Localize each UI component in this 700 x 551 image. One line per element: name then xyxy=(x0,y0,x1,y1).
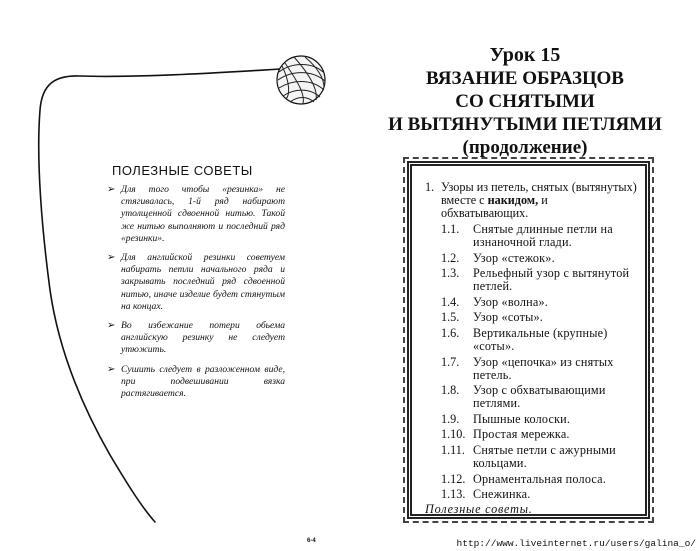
toc-item-text: Узор «соты». xyxy=(473,310,544,325)
toc-item xyxy=(425,488,637,501)
toc-item xyxy=(425,252,637,265)
tip-text: Во избежание потери обьема английскую резинку не следует утюжить. xyxy=(121,320,285,356)
toc-item xyxy=(425,296,637,309)
toc-item-number: 1.8. xyxy=(441,383,460,398)
toc-item-text: Узор «волна». xyxy=(473,294,548,309)
toc-main-entry xyxy=(425,181,637,221)
toc-item-text: Рельефный узор с вытянутой петлей. xyxy=(473,266,630,294)
tip-item xyxy=(107,320,285,357)
lesson-title-line: ВЯЗАНИЕ ОБРАЗЦОВ xyxy=(426,68,624,89)
toc-item-text: Узор «цепочка» из снятых петель. xyxy=(473,354,614,382)
tip-text: Сушить следует в разложенном виде, при подвешивании вязка растягивается. xyxy=(121,363,285,400)
toc-item-number: 1.13. xyxy=(441,487,466,502)
right-page xyxy=(350,0,700,551)
watermark-url: http://www.liveinternet.ru/users/galina_o/ xyxy=(456,538,696,549)
toc-item-number: 1.10. xyxy=(441,427,466,442)
lesson-subtitle: (продолжение) xyxy=(462,137,588,158)
toc-item xyxy=(425,267,637,293)
toc-item-number: 1.12. xyxy=(441,471,466,486)
toc-item-number: 1.1. xyxy=(441,221,460,236)
tips-title: ПОЛЕЗНЫЕ СОВЕТЫ xyxy=(112,163,253,178)
arrowhead-bullet-icon: ➢ xyxy=(107,184,116,195)
toc-item-number: 1.6. xyxy=(441,325,460,340)
toc-item-number: 1.11. xyxy=(441,442,465,457)
tip-text: Для того чтобы «резинка» не стягивалась, 1-й ряд набирают утолщенной сдвоенной нитью. Такой же нитью выполняют и последний ряд «резинки». xyxy=(121,184,285,244)
table-of-contents xyxy=(425,181,637,517)
toc-item xyxy=(425,473,637,486)
toc-item xyxy=(425,413,637,426)
toc-item-text: Простая мережка. xyxy=(473,427,570,442)
arrowhead-bullet-icon: ➢ xyxy=(107,320,116,332)
toc-item-text: Узор «стежок». xyxy=(473,250,555,265)
toc-footer: Полезные советы. xyxy=(425,502,533,517)
toc-main-text-after: и обхватывающих. xyxy=(441,193,548,221)
toc-item xyxy=(425,223,637,249)
toc-item-text: Снежинка. xyxy=(473,487,531,502)
toc-item xyxy=(425,428,637,441)
page-number: 6-4 xyxy=(307,538,316,544)
toc-item xyxy=(425,311,637,324)
toc-item-number: 1.3. xyxy=(441,266,460,281)
toc-item-number: 1.9. xyxy=(441,411,460,426)
toc-item-number: 1.2. xyxy=(441,250,460,265)
lesson-number: Урок 15 xyxy=(489,44,561,66)
arrowhead-bullet-icon: ➢ xyxy=(107,363,116,375)
arrowhead-bullet-icon: ➢ xyxy=(107,252,116,264)
toc-item-text: Узор с обхватывающими петлями. xyxy=(473,383,606,411)
toc-item-text: Вертикальные (крупные) «соты». xyxy=(473,325,608,354)
yarn-ball-icon xyxy=(277,56,325,104)
lesson-title-line: И ВЫТЯНУТЫМИ ПЕТЛЯМИ xyxy=(388,114,662,135)
tip-text: Для английской резинки советуем набирать петли начального ряда и закрывать последний ряд сдвоенной нитью, иначе изделие будет стянутым на концах. xyxy=(121,252,285,312)
toc-item-text: Снятые петли с ажурными кольцами. xyxy=(473,442,616,471)
lesson-heading xyxy=(350,44,700,159)
toc-item xyxy=(425,444,637,470)
tip-item xyxy=(107,252,285,313)
toc-item-number: 1.7. xyxy=(441,354,460,369)
toc-main-number: 1. xyxy=(425,180,435,194)
toc-item xyxy=(425,356,637,382)
tips-list xyxy=(107,184,285,407)
toc-item-text: Снятые длинные петли на изнаночной глади. xyxy=(473,221,613,250)
toc-main-text-bold: накидом, xyxy=(487,193,539,208)
tip-item xyxy=(107,184,285,245)
toc-item xyxy=(425,384,637,410)
tip-item xyxy=(107,364,285,401)
toc-main-text xyxy=(441,181,637,221)
lesson-title-line: СО СНЯТЫМИ xyxy=(455,91,595,112)
toc-main-text-before: Узоры из петель, снятых (вытянутых) вместе с xyxy=(441,180,637,208)
toc-item-text: Пышные колоски. xyxy=(473,411,571,426)
toc-item-number: 1.5. xyxy=(441,310,460,325)
toc-item-number: 1.4. xyxy=(441,294,460,309)
toc-item xyxy=(425,327,637,353)
toc-item-text: Орнаментальная полоса. xyxy=(473,471,607,486)
